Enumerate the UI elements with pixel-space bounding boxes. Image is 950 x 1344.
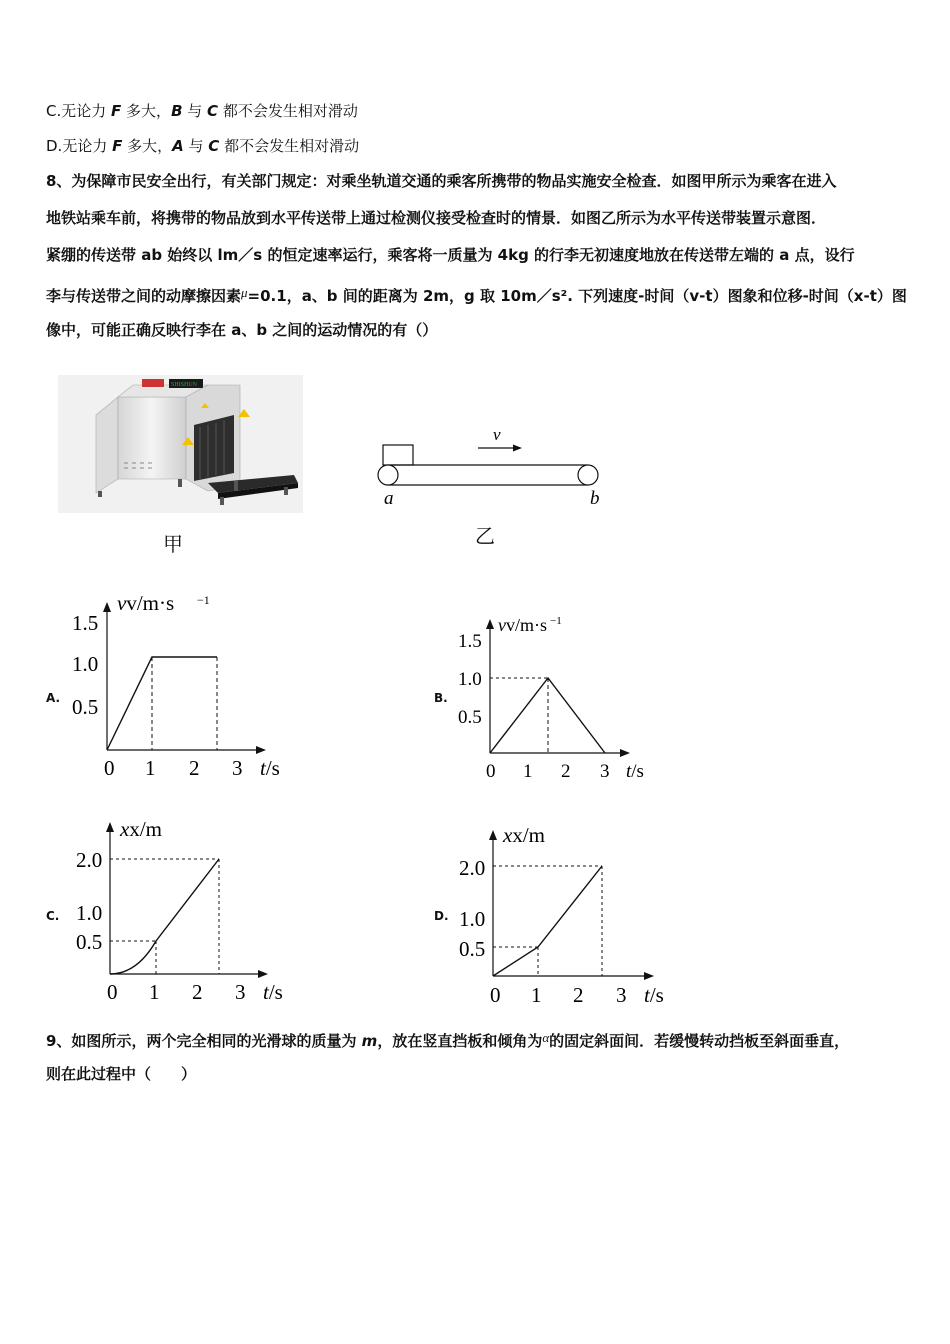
svg-text:2: 2 xyxy=(573,983,584,1007)
svg-text:2: 2 xyxy=(189,756,200,780)
label-v: v xyxy=(493,425,501,444)
scanner-display-text: SHISHUN xyxy=(171,382,198,388)
graph-d-xt xyxy=(450,820,690,1010)
svg-text:t/s: t/s xyxy=(626,761,644,782)
q8-line-5: 像中，可能正确反映行李在 a、b 之间的运动情况的有（） xyxy=(46,321,438,339)
svg-text:−1: −1 xyxy=(550,615,562,627)
svg-text:1: 1 xyxy=(523,761,533,782)
svg-text:0: 0 xyxy=(486,761,496,782)
q9-line-2: 则在此过程中（ ） xyxy=(46,1065,197,1083)
svg-text:1.0: 1.0 xyxy=(76,901,103,925)
graph-b-ylabel: v/m·s xyxy=(506,615,548,635)
option-a-label: A. xyxy=(46,691,61,705)
svg-text:3: 3 xyxy=(232,756,243,780)
svg-text:0.5: 0.5 xyxy=(458,707,482,728)
svg-text:vv/m·s: vv/m·s xyxy=(498,615,548,635)
option-c: C.无论力 F 多大，B 与 C 都不会发生相对滑动 xyxy=(46,102,358,120)
svg-text:xx/m: xx/m xyxy=(120,817,162,841)
option-d: D.无论力 F 多大，A 与 C 都不会发生相对滑动 xyxy=(46,137,360,155)
svg-text:1.5: 1.5 xyxy=(72,611,99,635)
graph-d-ylabel: x/m xyxy=(512,823,545,847)
svg-text:3: 3 xyxy=(616,983,627,1007)
pulley-b xyxy=(578,465,598,485)
velocity-arrow xyxy=(513,445,522,452)
luggage-box xyxy=(383,445,413,465)
graph-c-ylabel: x/m xyxy=(129,817,162,841)
svg-text:t/s: t/s xyxy=(260,756,280,780)
svg-text:1: 1 xyxy=(531,983,542,1007)
option-b-label: B. xyxy=(434,691,448,705)
svg-text:0: 0 xyxy=(490,983,501,1007)
q8-line-4: 李与传送带之间的动摩擦因素μ=0.1，a、b 间的距离为 2m，g 取 10m／s². 下列速度-时间（v-t）图象和位移-时间（x-t）图 xyxy=(46,285,907,305)
caption-yi: 乙 xyxy=(475,524,495,548)
svg-text:1.0: 1.0 xyxy=(72,652,99,676)
svg-text:xx/m: xx/m xyxy=(503,823,545,847)
q8-line-3: 紧绷的传送带 ab 始终以 lm／s 的恒定速率运行，乘客将一质量为 4kg 的行李无初速度地放在传送带左端的 a 点，设行 xyxy=(46,246,855,264)
option-d-graph-label: D. xyxy=(434,909,449,923)
svg-text:2.0: 2.0 xyxy=(459,856,486,880)
svg-text:2: 2 xyxy=(561,761,571,782)
alpha-symbol: α xyxy=(542,1030,550,1045)
caption-jia: 甲 xyxy=(163,532,183,556)
svg-text:3: 3 xyxy=(235,980,246,1004)
svg-text:1.5: 1.5 xyxy=(458,631,482,652)
svg-text:0: 0 xyxy=(107,980,118,1004)
svg-text:1.0: 1.0 xyxy=(458,669,482,690)
graph-a-vt xyxy=(60,590,300,785)
graph-a-ylabel: v/m·s xyxy=(126,591,175,615)
graph-a-curve xyxy=(107,657,217,750)
graph-c-curve xyxy=(110,859,219,974)
svg-text:0.5: 0.5 xyxy=(76,930,103,954)
svg-text:2.0: 2.0 xyxy=(76,848,103,872)
q8-line-2: 地铁站乘车前，将携带的物品放到水平传送带上通过检测仪接受检查时的情景．如图乙所示为水平传送带装置示意图． xyxy=(46,209,827,227)
option-c-graph-label: C. xyxy=(46,909,60,923)
q9-line-1: 9、如图所示，两个完全相同的光滑球的质量为 m，放在竖直挡板和倾角为α的固定斜面间．若缓慢转动挡板至斜面垂直， xyxy=(46,1030,850,1050)
pulley-a xyxy=(378,465,398,485)
svg-text:1.0: 1.0 xyxy=(459,907,486,931)
graph-c-xt xyxy=(62,812,302,1007)
label-b: b xyxy=(590,488,600,509)
label-a: a xyxy=(384,488,394,509)
svg-text:2: 2 xyxy=(192,980,203,1004)
mu-symbol: μ xyxy=(241,285,248,300)
svg-text:1: 1 xyxy=(145,756,156,780)
graph-d-curve xyxy=(493,866,602,976)
graph-b-vt xyxy=(450,605,670,785)
svg-text:vv/m·s: vv/m·s xyxy=(117,591,175,615)
svg-text:0: 0 xyxy=(104,756,115,780)
conveyor-diagram xyxy=(370,420,610,515)
svg-text:3: 3 xyxy=(600,761,610,782)
svg-text:0.5: 0.5 xyxy=(72,695,99,719)
svg-text:t/s: t/s xyxy=(263,980,283,1004)
svg-text:1: 1 xyxy=(149,980,160,1004)
q8-line-1: 8、为保障市民安全出行，有关部门规定：对乘坐轨道交通的乘客所携带的物品实施安全检查．如图甲所示为乘客在进入 xyxy=(46,172,837,190)
svg-text:−1: −1 xyxy=(197,593,210,607)
svg-text:0.5: 0.5 xyxy=(459,937,486,961)
security-scanner-image xyxy=(58,375,303,513)
svg-text:t/s: t/s xyxy=(644,983,664,1007)
